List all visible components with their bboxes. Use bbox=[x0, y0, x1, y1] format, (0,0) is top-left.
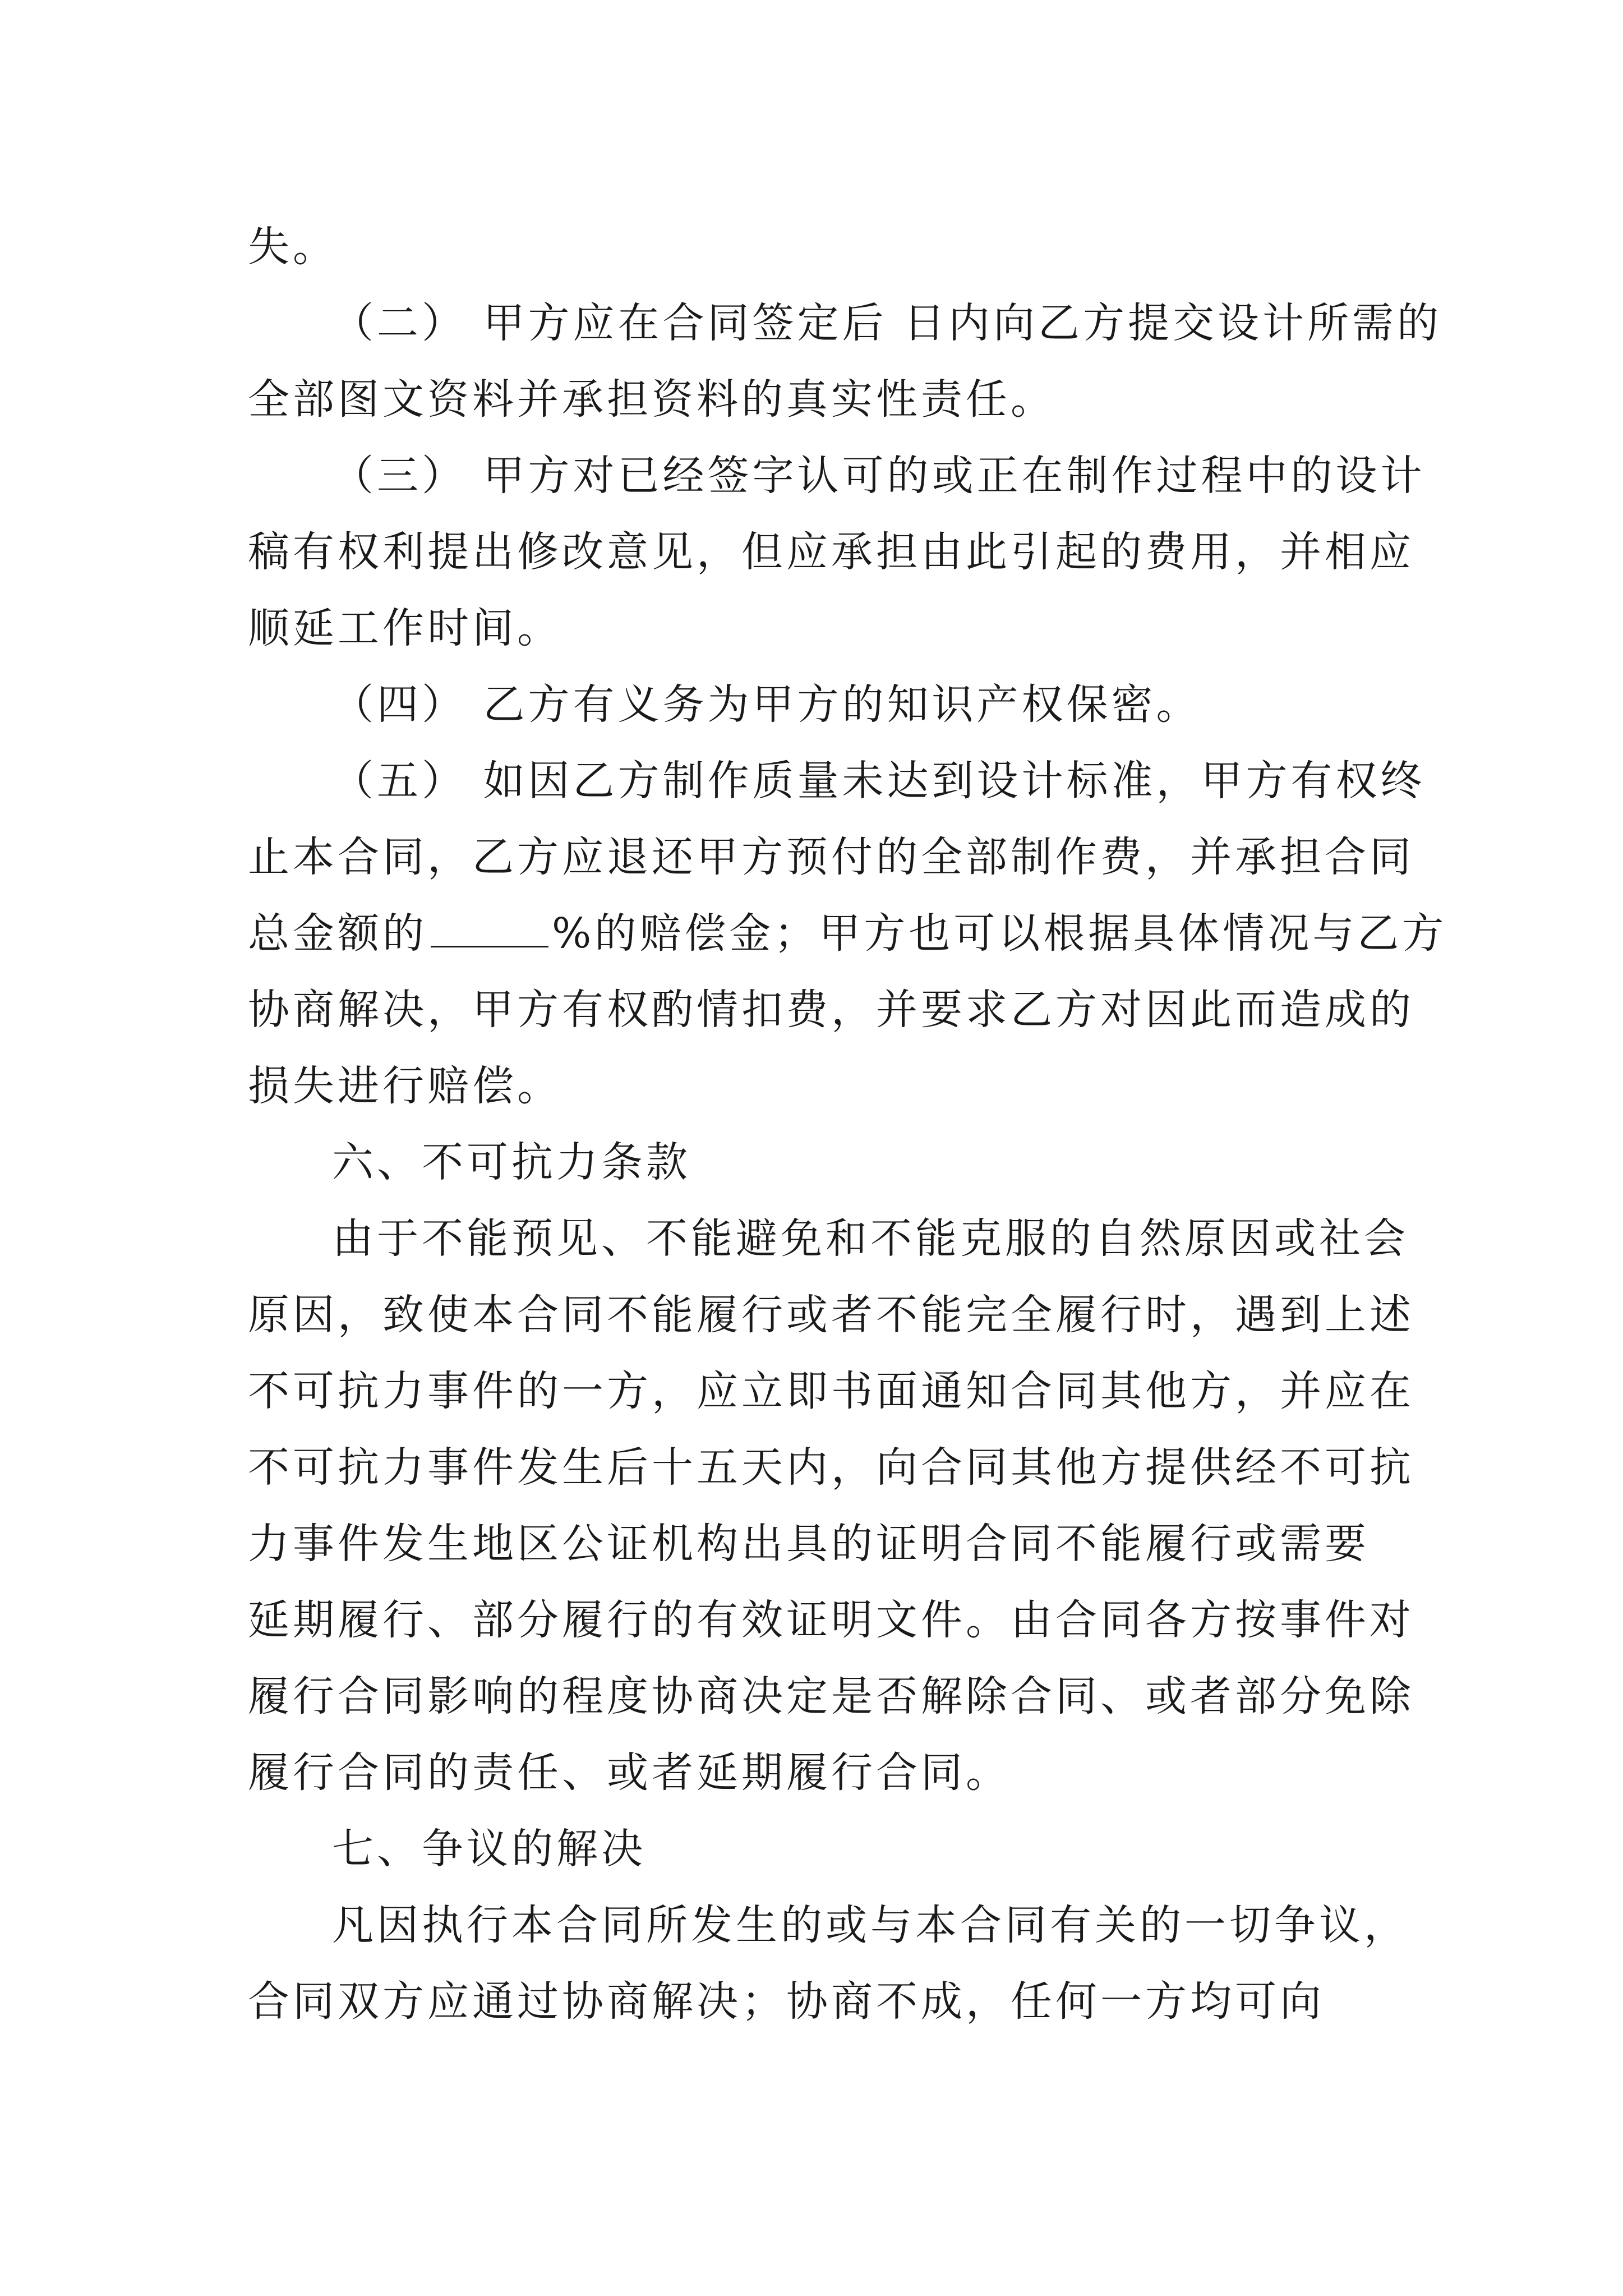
section-6-line-2: 原因，致使本合同不能履行或者不能完全履行时，遇到上述 bbox=[248, 1291, 1414, 1339]
section-7-line-1: 凡因执行本合同所发生的或与本合同有关的一切争议， bbox=[332, 1901, 1409, 1949]
text-line: 失。 bbox=[248, 223, 338, 271]
section-6-heading: 六、不可抗力条款 bbox=[332, 1138, 691, 1186]
clause-5-line-3 bbox=[248, 895, 1447, 972]
clause-5-line-4: 协商解决，甲方有权酌情扣费，并要求乙方对因此而造成的 bbox=[248, 986, 1414, 1034]
section-6-line-3: 不可抗力事件的一方，应立即书面通知合同其他方，并应在 bbox=[248, 1367, 1414, 1415]
text-before-blank: 总金额的 bbox=[248, 909, 427, 958]
clause-4-line-1: （四） 乙方有义务为甲方的知识产权保密。 bbox=[332, 680, 1201, 729]
clause-5-line-2: 止本合同，乙方应退还甲方预付的全部制作费，并承担合同 bbox=[248, 833, 1414, 881]
clause-5-line-5: 损失进行赔偿。 bbox=[248, 1062, 562, 1110]
document-page bbox=[248, 209, 1447, 2040]
section-6-line-4: 不可抗力事件发生后十五天内，向合同其他方提供经不可抗 bbox=[248, 1443, 1414, 1492]
clause-2-line-1: （二） 甲方应在合同签定后 日内向乙方提交设计所需的 bbox=[332, 299, 1442, 347]
clause-5-line-1: （五） 如因乙方制作质量未达到设计标准，甲方有权终 bbox=[332, 757, 1426, 805]
clause-3-line-2: 稿有权利提出修改意见，但应承担由此引起的费用，并相应 bbox=[248, 528, 1414, 576]
clause-3-line-3: 顺延工作时间。 bbox=[248, 604, 562, 652]
percentage-blank-field bbox=[431, 912, 548, 947]
clause-2-line-2: 全部图文资料并承担资料的真实性责任。 bbox=[248, 375, 1055, 424]
clause-3-line-1: （三） 甲方对已经签字认可的或正在制作过程中的设计 bbox=[332, 452, 1426, 500]
section-6-line-7: 履行合同影响的程度协商决定是否解除合同、或者部分免除 bbox=[248, 1672, 1414, 1720]
section-6-line-8: 履行合同的责任、或者延期履行合同。 bbox=[248, 1749, 1011, 1797]
section-7-line-2: 合同双方应通过协商解决；协商不成，任何一方均可向 bbox=[248, 1977, 1325, 2026]
section-6-line-1: 由于不能预见、不能避免和不能克服的自然原因或社会 bbox=[332, 1214, 1409, 1263]
section-6-line-5: 力事件发生地区公证机构出具的证明合同不能履行或需要 bbox=[248, 1520, 1370, 1568]
section-7-heading: 七、争议的解决 bbox=[332, 1825, 646, 1873]
text-after-blank: %的赔偿金；甲方也可以根据具体情况与乙方 bbox=[552, 909, 1447, 958]
section-6-line-6: 延期履行、部分履行的有效证明文件。由合同各方按事件对 bbox=[248, 1596, 1414, 1644]
